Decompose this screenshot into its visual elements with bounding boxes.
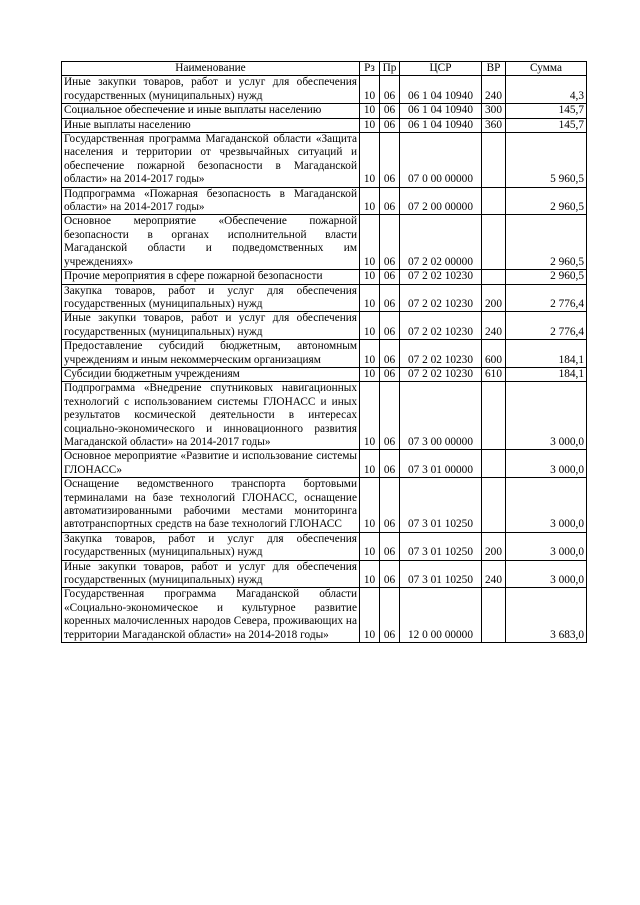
row-name: Основное мероприятие «Развитие и использование системы ГЛОНАСС» bbox=[62, 450, 360, 478]
row-vr: 360 bbox=[482, 118, 506, 132]
row-vr: 610 bbox=[482, 367, 506, 381]
table-row bbox=[62, 270, 587, 284]
row-vr bbox=[482, 215, 506, 270]
header-sum: Сумма bbox=[506, 62, 587, 76]
row-vr bbox=[482, 450, 506, 478]
row-sum: 3 000,0 bbox=[506, 478, 587, 533]
table-row bbox=[62, 118, 587, 132]
row-rz: 10 bbox=[360, 560, 380, 588]
table-row bbox=[62, 478, 587, 533]
row-rz: 10 bbox=[360, 104, 380, 118]
row-csr: 07 2 02 00000 bbox=[400, 215, 482, 270]
table-row bbox=[62, 450, 587, 478]
row-vr: 200 bbox=[482, 284, 506, 312]
row-name: Иные выплаты населению bbox=[62, 118, 360, 132]
row-rz: 10 bbox=[360, 340, 380, 368]
table-row bbox=[62, 588, 587, 643]
document-page bbox=[61, 61, 586, 643]
row-csr: 07 3 01 10250 bbox=[400, 532, 482, 560]
row-name: Подпрограмма «Пожарная безопасность в Магаданской области» на 2014-2017 годы» bbox=[62, 187, 360, 215]
row-csr: 07 2 00 00000 bbox=[400, 187, 482, 215]
table-row bbox=[62, 187, 587, 215]
row-name: Закупка товаров, работ и услуг для обеспечения государственных (муниципальных) нужд bbox=[62, 532, 360, 560]
table-row bbox=[62, 215, 587, 270]
row-rz: 10 bbox=[360, 284, 380, 312]
table-row bbox=[62, 284, 587, 312]
row-pr: 06 bbox=[380, 450, 400, 478]
table-row bbox=[62, 367, 587, 381]
row-rz: 10 bbox=[360, 312, 380, 340]
row-vr: 200 bbox=[482, 532, 506, 560]
row-pr: 06 bbox=[380, 560, 400, 588]
row-sum: 3 000,0 bbox=[506, 532, 587, 560]
row-csr: 07 3 01 10250 bbox=[400, 560, 482, 588]
row-csr: 07 2 02 10230 bbox=[400, 312, 482, 340]
row-rz: 10 bbox=[360, 450, 380, 478]
row-pr: 06 bbox=[380, 118, 400, 132]
row-name: Прочие мероприятия в сфере пожарной безопасности bbox=[62, 270, 360, 284]
row-pr: 06 bbox=[380, 104, 400, 118]
row-vr: 240 bbox=[482, 312, 506, 340]
row-csr: 07 3 01 00000 bbox=[400, 450, 482, 478]
header-pr: Пр bbox=[380, 62, 400, 76]
row-rz: 10 bbox=[360, 532, 380, 560]
row-pr: 06 bbox=[380, 382, 400, 450]
row-rz: 10 bbox=[360, 118, 380, 132]
row-sum: 2 960,5 bbox=[506, 215, 587, 270]
row-sum: 3 000,0 bbox=[506, 450, 587, 478]
row-sum: 184,1 bbox=[506, 367, 587, 381]
row-sum: 3 000,0 bbox=[506, 382, 587, 450]
table-row bbox=[62, 532, 587, 560]
row-csr: 07 3 01 10250 bbox=[400, 478, 482, 533]
header-row bbox=[62, 62, 587, 76]
row-sum: 2 776,4 bbox=[506, 284, 587, 312]
row-name: Государственная программа Магаданской области «Социально-экономическое и культурное развитие коренных малочисленных народов Севера, проживающих на территории Магаданской области» на 2014-2018 годы» bbox=[62, 588, 360, 643]
row-sum: 145,7 bbox=[506, 118, 587, 132]
row-name: Государственная программа Магаданской области «Защита населения и территории от чрезвычайных ситуаций и обеспечение пожарной безопасности в Магаданской области» на 2014-2017 годы» bbox=[62, 133, 360, 188]
row-csr: 07 2 02 10230 bbox=[400, 340, 482, 368]
row-sum: 3 000,0 bbox=[506, 560, 587, 588]
row-pr: 06 bbox=[380, 215, 400, 270]
row-vr bbox=[482, 382, 506, 450]
row-csr: 07 2 02 10230 bbox=[400, 284, 482, 312]
row-rz: 10 bbox=[360, 588, 380, 643]
row-sum: 184,1 bbox=[506, 340, 587, 368]
table-row bbox=[62, 133, 587, 188]
row-pr: 06 bbox=[380, 367, 400, 381]
row-vr: 300 bbox=[482, 104, 506, 118]
row-sum: 4,3 bbox=[506, 76, 587, 104]
row-csr: 06 1 04 10940 bbox=[400, 104, 482, 118]
row-vr: 600 bbox=[482, 340, 506, 368]
row-pr: 06 bbox=[380, 187, 400, 215]
header-rz: Рз bbox=[360, 62, 380, 76]
table-row bbox=[62, 76, 587, 104]
row-pr: 06 bbox=[380, 532, 400, 560]
row-rz: 10 bbox=[360, 187, 380, 215]
row-pr: 06 bbox=[380, 133, 400, 188]
row-name: Иные закупки товаров, работ и услуг для обеспечения государственных (муниципальных) нужд bbox=[62, 312, 360, 340]
row-rz: 10 bbox=[360, 215, 380, 270]
header-name: Наименование bbox=[62, 62, 360, 76]
row-pr: 06 bbox=[380, 284, 400, 312]
row-name: Предоставление субсидий бюджетным, автономным учреждениям и иным некоммерческим организациям bbox=[62, 340, 360, 368]
row-csr: 07 3 00 00000 bbox=[400, 382, 482, 450]
row-csr: 06 1 04 10940 bbox=[400, 76, 482, 104]
row-rz: 10 bbox=[360, 76, 380, 104]
table-row bbox=[62, 560, 587, 588]
row-sum: 3 683,0 bbox=[506, 588, 587, 643]
row-name: Субсидии бюджетным учреждениям bbox=[62, 367, 360, 381]
row-sum: 2 960,5 bbox=[506, 187, 587, 215]
row-pr: 06 bbox=[380, 270, 400, 284]
row-csr: 12 0 00 00000 bbox=[400, 588, 482, 643]
budget-table bbox=[61, 61, 587, 643]
row-rz: 10 bbox=[360, 367, 380, 381]
row-csr: 07 2 02 10230 bbox=[400, 367, 482, 381]
row-pr: 06 bbox=[380, 76, 400, 104]
row-pr: 06 bbox=[380, 312, 400, 340]
row-sum: 2 776,4 bbox=[506, 312, 587, 340]
row-name: Оснащение ведомственного транспорта бортовыми терминалами на базе технологий ГЛОНАСС, оснащение автоматизированными рабочими местами мониторинга автотранспортных средств на базе технологий ГЛОНАСС bbox=[62, 478, 360, 533]
table-row bbox=[62, 104, 587, 118]
row-name: Иные закупки товаров, работ и услуг для обеспечения государственных (муниципальных) нужд bbox=[62, 76, 360, 104]
row-rz: 10 bbox=[360, 133, 380, 188]
row-rz: 10 bbox=[360, 478, 380, 533]
table-body bbox=[62, 76, 587, 643]
table-header bbox=[62, 62, 587, 76]
row-csr: 07 2 02 10230 bbox=[400, 270, 482, 284]
row-vr: 240 bbox=[482, 560, 506, 588]
row-vr bbox=[482, 187, 506, 215]
row-name: Социальное обеспечение и иные выплаты населению bbox=[62, 104, 360, 118]
table-row bbox=[62, 382, 587, 450]
row-pr: 06 bbox=[380, 478, 400, 533]
row-rz: 10 bbox=[360, 270, 380, 284]
row-name: Подпрограмма «Внедрение спутниковых навигационных технологий с использованием системы ГЛОНАСС и иных результатов космической деятельности в интересах социально-экономического и инновационного развития Магаданской области» на 2014-2017 годы» bbox=[62, 382, 360, 450]
header-csr: ЦСР bbox=[400, 62, 482, 76]
row-vr bbox=[482, 270, 506, 284]
table-row bbox=[62, 340, 587, 368]
row-pr: 06 bbox=[380, 588, 400, 643]
row-csr: 06 1 04 10940 bbox=[400, 118, 482, 132]
table-row bbox=[62, 312, 587, 340]
row-vr bbox=[482, 133, 506, 188]
header-vr: ВР bbox=[482, 62, 506, 76]
row-sum: 5 960,5 bbox=[506, 133, 587, 188]
row-pr: 06 bbox=[380, 340, 400, 368]
row-vr bbox=[482, 588, 506, 643]
row-vr bbox=[482, 478, 506, 533]
row-sum: 2 960,5 bbox=[506, 270, 587, 284]
row-name: Основное мероприятие «Обеспечение пожарной безопасности в органах исполнительной власти Магаданской области и подведомственных им учреждениях» bbox=[62, 215, 360, 270]
row-vr: 240 bbox=[482, 76, 506, 104]
row-sum: 145,7 bbox=[506, 104, 587, 118]
row-csr: 07 0 00 00000 bbox=[400, 133, 482, 188]
row-rz: 10 bbox=[360, 382, 380, 450]
row-name: Закупка товаров, работ и услуг для обеспечения государственных (муниципальных) нужд bbox=[62, 284, 360, 312]
row-name: Иные закупки товаров, работ и услуг для обеспечения государственных (муниципальных) нужд bbox=[62, 560, 360, 588]
